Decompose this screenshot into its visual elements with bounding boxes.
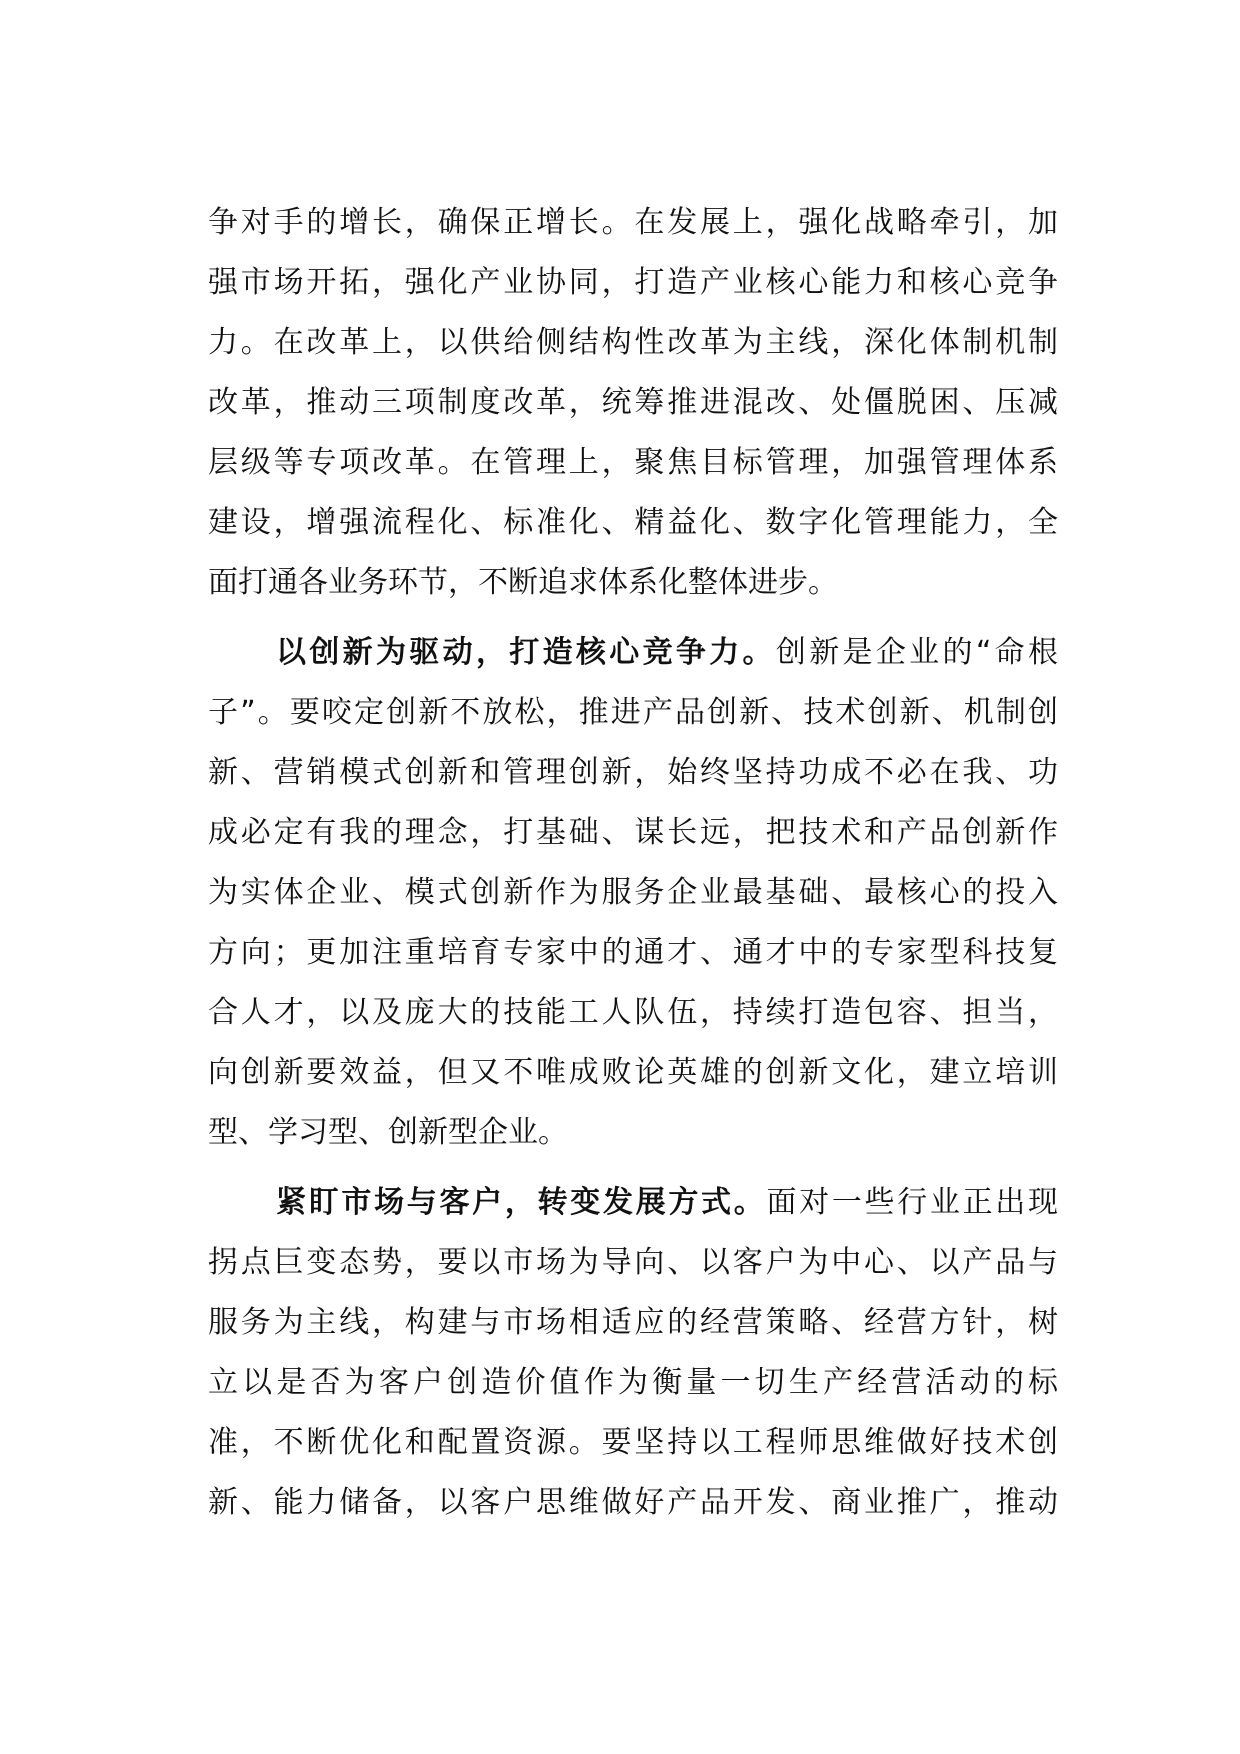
text-line: 强市场开拓，强化产业协同，打造产业核心能力和核心竞争 — [208, 265, 1058, 300]
paragraph-text: 面对一些行业正出现 — [766, 1185, 1059, 1220]
text-line: 向创新要效益，但又不唯成败论英雄的创新文化，建立培训 — [208, 1055, 1058, 1090]
text-line: 成必定有我的理念，打基础、谋长远，把技术和产品创新作 — [208, 815, 1058, 850]
text-line: 合人才，以及庞大的技能工人队伍，持续打造包容、担当， — [208, 995, 1058, 1030]
text-line: 拐点巨变态势，要以市场为导向、以客户为中心、以产品与 — [208, 1245, 1058, 1280]
text-line: 面打通各业务环节，不断追求体系化整体进步。 — [208, 565, 838, 600]
text-line: 立以是否为客户创造价值作为衡量一切生产经营活动的标 — [208, 1365, 1058, 1400]
paragraph-first-line — [276, 1173, 1058, 1233]
text-line: 力。在改革上，以供给侧结构性改革为主线，深化体制机制 — [208, 325, 1058, 360]
text-line: 层级等专项改革。在管理上，聚焦目标管理，加强管理体系 — [208, 445, 1058, 480]
text-line: 新、能力储备，以客户思维做好产品开发、商业推广，推动 — [208, 1485, 1058, 1520]
text-line: 准，不断优化和配置资源。要坚持以工程师思维做好技术创 — [208, 1425, 1058, 1460]
text-line: 建设，增强流程化、标准化、精益化、数字化管理能力，全 — [208, 505, 1058, 540]
paragraph-text: 创新是企业的“命根 — [775, 635, 1059, 670]
text-line: 新、营销模式创新和管理创新，始终坚持功成不必在我、功 — [208, 755, 1058, 790]
text-line: 服务为主线，构建与市场相适应的经营策略、经营方针，树 — [208, 1305, 1058, 1340]
text-line: 改革，推动三项制度改革，统筹推进混改、处僵脱困、压减 — [208, 385, 1058, 420]
text-line: 子”。要咬定创新不放松，推进产品创新、技术创新、机制创 — [208, 695, 1058, 730]
text-line: 争对手的增长，确保正增长。在发展上，强化战略牵引，加 — [208, 205, 1058, 240]
text-line: 型、学习型、创新型企业。 — [208, 1115, 568, 1150]
paragraph-first-line — [276, 623, 1058, 683]
paragraph-heading: 以创新为驱动，打造核心竞争力。 — [276, 635, 776, 670]
text-line: 方向；更加注重培育专家中的通才、通才中的专家型科技复 — [208, 935, 1058, 970]
paragraph-heading: 紧盯市场与客户，转变发展方式。 — [276, 1185, 767, 1220]
text-line: 为实体企业、模式创新作为服务企业最基础、最核心的投入 — [208, 875, 1058, 910]
